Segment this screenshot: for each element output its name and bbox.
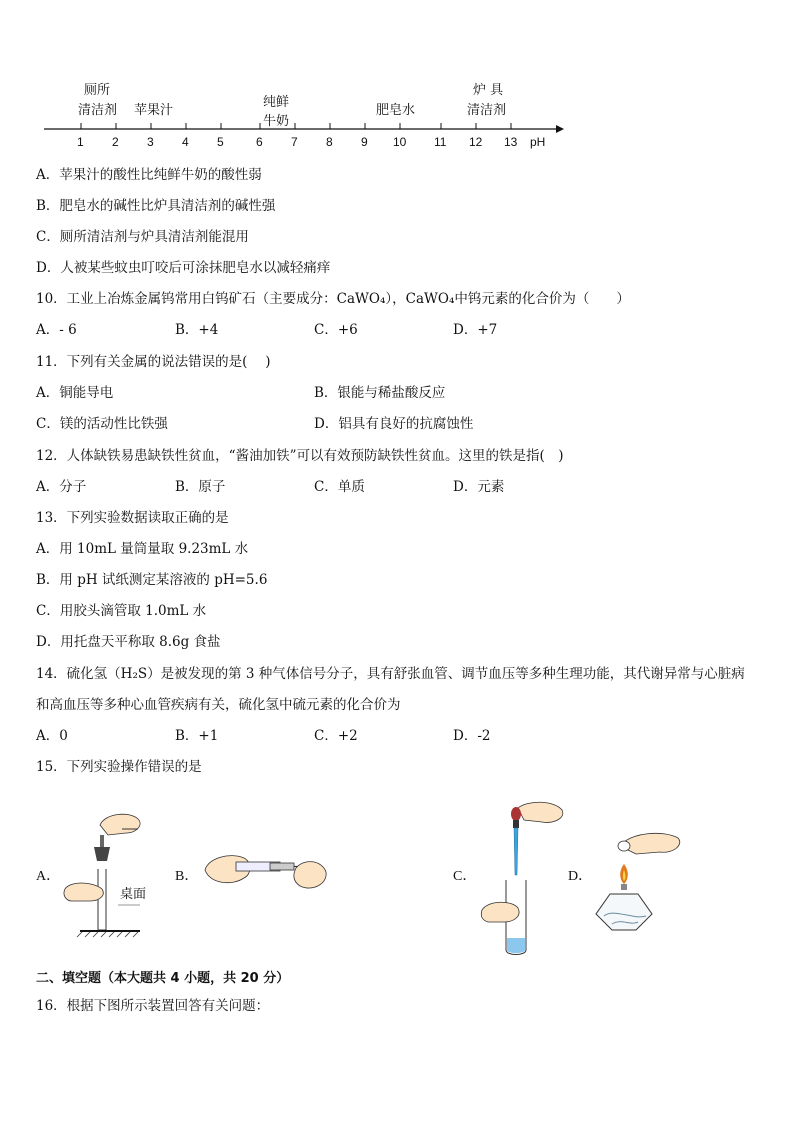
ph-tick: 12 (469, 135, 483, 149)
ph-label-apple: 苹果汁 (134, 103, 174, 118)
q9-option-b: B．肥皂水的碱性比炉具清洁剂的碱性强 (36, 198, 276, 214)
ph-tick: 4 (182, 135, 189, 149)
ph-tick: 10 (393, 135, 407, 149)
q12-option-c: C．单质 (314, 479, 365, 495)
q11-option-a: A．铜能导电 (36, 385, 114, 401)
ph-label-toilet: 清洁剂 (78, 103, 118, 118)
q12-stem: 12．人体缺铁易患缺铁性贫血，“酱油加铁”可以有效预防缺铁性贫血。这里的铁是指( ) (36, 448, 564, 464)
ph-axis-label: pH (530, 135, 546, 149)
q13-option-d: D．用托盘天平称取 8.6g 食盐 (36, 634, 221, 650)
q10-stem: 10．工业上冶炼金属钨常用白钨矿石（主要成分：CaWO₄），CaWO₄中钨元素的化合价为（ ） (36, 291, 630, 307)
q9-option-d: D．人被某些蚊虫叮咬后可涂抹肥皂水以减轻痛痒 (36, 260, 331, 276)
ph-tick: 1 (77, 135, 84, 149)
ph-label-milk: 牛奶 (263, 114, 290, 129)
q12-option-d: D．元素 (453, 479, 505, 495)
q13-option-b: B．用 pH 试纸测定某溶液的 pH=5.6 (36, 572, 268, 588)
q11-option-b: B．银能与稀盐酸反应 (314, 385, 446, 401)
table-label: 桌面 (120, 887, 147, 902)
q15-stem: 15．下列实验操作错误的是 (36, 759, 202, 775)
q11-stem: 11．下列有关金属的说法错误的是( ) (36, 354, 271, 370)
section-heading: 二、填空题（本大题共 4 小题，共 20 分） (36, 971, 290, 986)
q14-stem: 14．硫化氢（H₂S）是被发现的第 3 种气体信号分子，具有舒张血管、调节血压等多种生理功能，其代谢异常与心脏病 (36, 666, 745, 682)
q13-stem: 13．下列实验数据读取正确的是 (36, 510, 229, 526)
q10-option-c: C．+6 (314, 322, 358, 338)
q9-option-a: A．苹果汁的酸性比纯鲜牛奶的酸性弱 (36, 167, 262, 183)
ph-label-milk: 纯鲜 (263, 95, 290, 110)
q9-option-c: C．厕所清洁剂与炉具清洁剂能混用 (36, 229, 249, 245)
q10-option-a: A．- 6 (36, 322, 77, 338)
q14-option-a: A．0 (36, 728, 68, 744)
ph-tick: 8 (326, 135, 333, 149)
q14-stem: 和高血压等多种心血管疾病有关，硫化氢中硫元素的化合价为 (36, 697, 401, 713)
q11-option-d: D．铝具有良好的抗腐蚀性 (314, 416, 474, 432)
figure-connect-tube (200, 840, 330, 905)
ph-tick: 5 (217, 135, 224, 149)
ph-tick: 7 (291, 135, 298, 149)
q11-option-c: C．镁的活动性比铁强 (36, 416, 168, 432)
figure-dropper (478, 800, 568, 958)
ph-tick: 11 (434, 135, 447, 149)
ph-tick: 6 (256, 135, 263, 149)
q10-option-d: D．+7 (453, 322, 498, 338)
q10-option-b: B．+4 (175, 322, 219, 338)
q15-option-a: A． (36, 869, 61, 884)
ph-tick: 2 (112, 135, 119, 149)
q14-option-c: C．+2 (314, 728, 358, 744)
q12-option-b: B．原子 (175, 479, 226, 495)
q13-option-c: C．用胶头滴管取 1.0mL 水 (36, 603, 207, 619)
ph-label-toilet: 厕所 (84, 83, 111, 98)
ph-tick: 3 (147, 135, 154, 149)
q14-option-b: B．+1 (175, 728, 219, 744)
q13-option-a: A．用 10mL 量筒量取 9.23mL 水 (36, 541, 249, 557)
figure-stopper-on-table (60, 805, 170, 945)
q12-option-a: A．分子 (36, 479, 87, 495)
q15-option-b: B． (175, 869, 199, 884)
q15-option-c: C． (453, 869, 477, 884)
q16-stem: 16．根据下图所示装置回答有关问题： (36, 998, 270, 1014)
ph-tick: 13 (504, 135, 518, 149)
ph-label-oven: 清洁剂 (467, 103, 507, 118)
figure-alcohol-lamp (590, 828, 690, 936)
ph-label-soap: 肥皂水 (376, 103, 416, 118)
ph-tick: 9 (361, 135, 368, 149)
q14-option-d: D．-2 (453, 728, 491, 744)
ph-label-oven: 炉 具 (473, 83, 504, 98)
q15-option-d: D． (568, 869, 593, 884)
